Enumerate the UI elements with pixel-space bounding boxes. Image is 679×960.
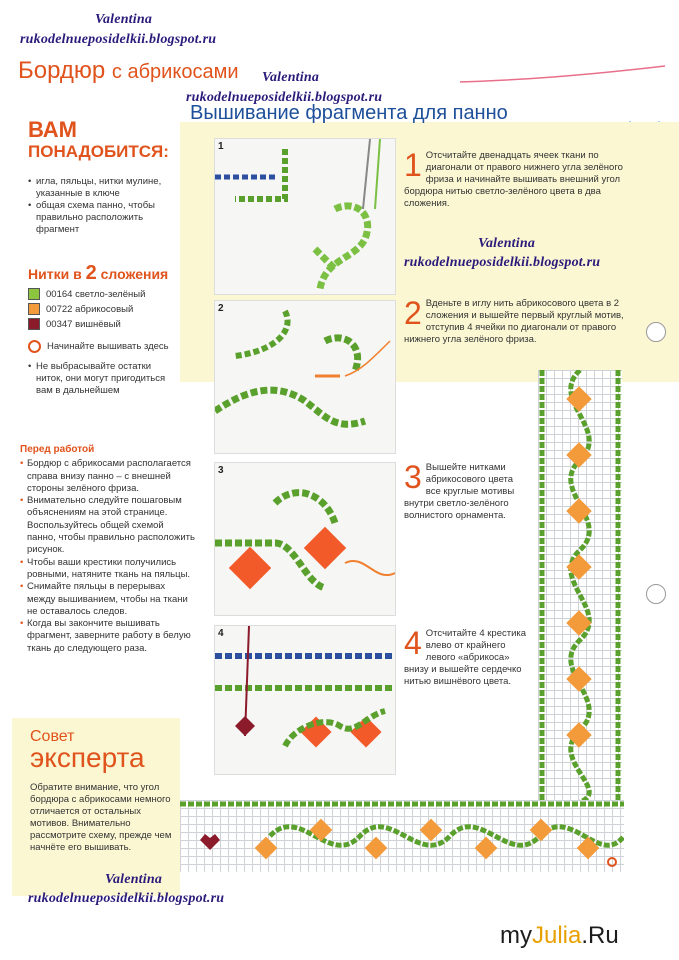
photo-number: 4 xyxy=(218,628,224,639)
step-photo-2 xyxy=(214,300,396,454)
list-item: • общая схема панно, чтобы правильно расположить фрагмент xyxy=(28,200,178,236)
threads-heading: Нитки в 2 сложения xyxy=(28,262,169,284)
list-item: • Бордюр с абрикосами располагается справа внизу панно – с внешней стороны зелёного фриза. xyxy=(20,458,195,495)
expert-tip-box xyxy=(12,718,180,896)
photo-number: 2 xyxy=(218,303,224,314)
page-title xyxy=(18,58,239,85)
step-photo-1 xyxy=(214,138,396,295)
photo-number: 3 xyxy=(218,465,224,476)
heart-swatch-icon xyxy=(28,318,40,330)
step-number: 2 xyxy=(404,295,422,331)
leftover-note: • Не выбрасывайте остатки ниток, они могут пригодиться вам в дальнейшем xyxy=(28,361,178,397)
start-circle-icon xyxy=(28,340,41,353)
expert-title-small: Совет xyxy=(30,728,75,745)
title-rest: с абрикосами xyxy=(111,61,239,83)
step-text: Отсчитайте 4 крестика влево от крайнего левого «абрикоса» внизу и вышейте сердечко нитью вишнёвого цвета. xyxy=(404,628,527,687)
list-item: • Снимайте пяльцы в перерывах между вышиванием, чтобы на ткани не оставалось следов. xyxy=(20,581,195,618)
photo-number: 1 xyxy=(218,141,224,152)
thread-key-cherry: 00347 вишнёвый xyxy=(28,318,178,330)
title-main: Бордюр xyxy=(18,57,106,84)
start-here-key: Начинайте вышивать здесь xyxy=(28,340,178,353)
pattern-vertical-motifs xyxy=(538,370,622,802)
photo-3-embroidery-image xyxy=(215,463,395,615)
step-number: 3 xyxy=(404,459,422,495)
step-number: 4 xyxy=(404,625,422,661)
step-2 xyxy=(404,295,634,346)
needs-heading-2: ПОНАДОБИТСЯ: xyxy=(28,142,169,161)
thread-key-green: 00164 светло-зелёный xyxy=(28,288,178,300)
pattern-chart-horizontal xyxy=(180,800,624,872)
supplies-column xyxy=(28,118,178,397)
step-number: 1 xyxy=(404,147,422,183)
step-3 xyxy=(404,459,529,522)
page-subtitle: Вышивание фрагмента для панно xyxy=(190,102,508,124)
supplies-list xyxy=(28,176,178,236)
watermark-url: rukodelnueposidelkii.blogspot.ru xyxy=(404,255,601,270)
step-text: Вденьте в иглу нить абрикосового цвета в 2 сложения и вышейте первый круглый мотив, отступив 4 ячейки по диагонали от правого нижнего угла зелёного фриза. xyxy=(404,298,624,345)
step-1 xyxy=(404,147,634,210)
myjulia-logo: myJulia.Ru xyxy=(500,922,619,949)
heart-motif xyxy=(200,834,220,850)
step-text: Вышейте нитками абрикосового цвета все круглые мотивы внутри светло-зелёного волнистого орнамента. xyxy=(404,462,515,521)
pattern-chart-vertical xyxy=(538,370,622,802)
watermark-name: Valentina xyxy=(95,12,153,27)
watermark-url: rukodelnueposidelkii.blogspot.ru xyxy=(28,891,225,906)
binder-hole-icon xyxy=(646,322,666,342)
expert-text: Обратите внимание, что угол бордюра с абрикосами немного отличается от остальных мотивов. Внимательно рассмотрите схему, прежде чем начнёте его вышивать. xyxy=(30,782,172,853)
list-item: • Внимательно следуйте пошаговым объяснениям на этой странице. Воспользуйтесь общей схемой панно, чтобы правильно расположить рисунок. xyxy=(20,495,195,556)
step-4 xyxy=(404,625,529,688)
before-work-section xyxy=(20,444,195,655)
watermark-url: rukodelnueposidelkii.blogspot.ru xyxy=(20,32,217,47)
pattern-horizontal-motifs xyxy=(180,800,624,872)
before-work-heading: Перед работой xyxy=(20,444,95,455)
step-text: Отсчитайте двенадцать ячеек ткани по диагонали от правого нижнего угла зелёного фриза и начинайте вышивать внешний угол бордюра нитью светло-зелёного цвета в два сложения. xyxy=(404,150,623,209)
green-swatch-icon xyxy=(28,288,40,300)
list-item: • Когда вы закончите вышивать фрагмент, заверните работу в белую ткань до следующего раза. xyxy=(20,618,195,655)
needs-heading-1: ВАМ xyxy=(28,117,78,142)
expert-title-big: эксперта xyxy=(30,742,145,773)
list-item: • игла, пяльцы, нитки мулине, указанные в ключе xyxy=(28,176,178,200)
photo-2-embroidery-image xyxy=(215,301,395,453)
watermark-name: Valentina xyxy=(105,872,163,887)
apricot-swatch-icon xyxy=(28,303,40,315)
binder-hole-icon xyxy=(646,584,666,604)
photo-4-embroidery-image xyxy=(215,626,395,774)
photo-1-embroidery-image xyxy=(215,139,395,294)
watermark-name: Valentina xyxy=(478,236,536,251)
step-photo-4 xyxy=(214,625,396,775)
watermark-url: rukodelnueposidelkii.blogspot.ru xyxy=(186,90,383,105)
list-item: • Чтобы ваши крестики получились ровными, натяните ткань на пяльцы. xyxy=(20,557,195,582)
step-photo-3 xyxy=(214,462,396,616)
watermark-name: Valentina xyxy=(262,70,320,85)
thread-key-apricot: 00722 абрикосовый xyxy=(28,303,178,315)
